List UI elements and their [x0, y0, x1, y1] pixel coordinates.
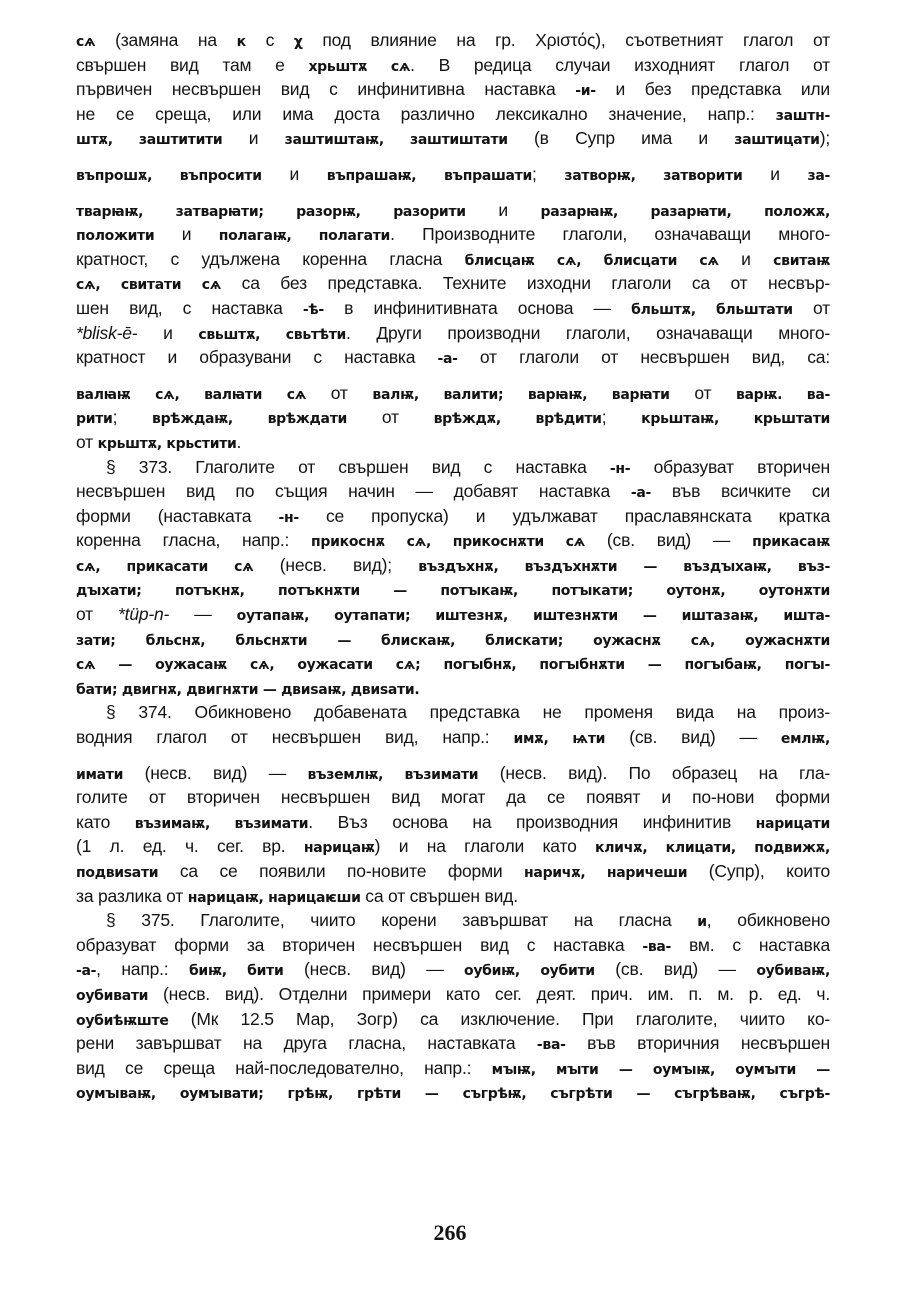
- old-slavonic-word: за-: [807, 167, 830, 184]
- text-line: [76, 1080, 830, 1105]
- text-segment: . В редица случаи изходният глагол от: [410, 54, 830, 75]
- old-slavonic-word: варѭ. ва-: [735, 386, 830, 403]
- text-segment: § 375. Глаголите, чиито корени завършват на гласна: [106, 910, 698, 931]
- text-line: [76, 933, 830, 958]
- text-segment: . Други производни глаголи, означаващи много-: [346, 322, 830, 343]
- text-segment: първичен несвършен вид с инфинитивна наставка: [76, 79, 576, 100]
- reconstructed-form: *blisk-ē-: [76, 322, 138, 343]
- text-line: [76, 271, 830, 296]
- old-slavonic-word: оубиѭ, оубити: [464, 963, 595, 980]
- text-line: [76, 77, 830, 102]
- text-segment: рени завършват на друга гласна, наставката: [76, 1033, 537, 1054]
- text-segment: (в Супр има и: [507, 128, 735, 149]
- text-line: [76, 296, 830, 321]
- text-segment: като: [76, 811, 135, 832]
- old-slavonic-word: биѭ, бити: [188, 963, 284, 980]
- text-line: [76, 102, 830, 127]
- text-segment: за разлика от: [76, 885, 188, 906]
- old-slavonic-word: валꙗѭ сѧ, валꙗти сѧ: [76, 386, 307, 403]
- text-segment: (замяна на: [95, 30, 237, 50]
- text-line: [76, 28, 830, 53]
- text-segment: ;: [532, 163, 565, 184]
- text-segment: и: [222, 128, 285, 149]
- text-line: [76, 602, 830, 627]
- text-segment: вм. с наставка: [671, 934, 830, 955]
- old-slavonic-word: штѫ, заштитити: [76, 132, 223, 149]
- text-line: [76, 577, 830, 602]
- reconstructed-form: *tüp-n-: [118, 604, 170, 625]
- text-line: [76, 126, 830, 151]
- old-slavonic-word: затворѭ, затворити: [564, 167, 743, 184]
- old-slavonic-word: оубивати: [76, 987, 149, 1004]
- old-slavonic-word: сѧ, свитати сѧ: [76, 277, 222, 294]
- text-segment: не се среща, или има доста различно лексикално значение, напр.:: [76, 103, 776, 124]
- text-line: [76, 381, 830, 406]
- text-segment: във всичките си: [651, 481, 831, 502]
- old-slavonic-word: нарицати: [755, 815, 830, 832]
- text-line: [76, 198, 830, 223]
- text-segment: § 373. Глаголите от свършен вид с наставка: [106, 456, 610, 477]
- text-segment: (несв. вид). По образец на гла-: [478, 762, 830, 783]
- old-slavonic-word: въпрашаѭ, въпрашати: [326, 167, 533, 184]
- text-segment: и: [261, 163, 327, 184]
- paragraph-start-line: [76, 700, 830, 725]
- old-slavonic-word: хрьштѫ сѧ: [308, 58, 411, 75]
- text-segment: , напр.:: [96, 959, 189, 980]
- text-segment: форми (наставката: [76, 505, 279, 526]
- old-slavonic-word: бати; двигнѫ, двигнѫти — двиѕаѭ, двиѕати.: [76, 681, 420, 698]
- text-segment: кратност, с удължена коренна гласна: [76, 248, 465, 269]
- text-segment: от: [76, 604, 119, 625]
- old-slavonic-word: свитаѭ: [773, 252, 831, 269]
- old-slavonic-word: крьштаѭ, крьштати: [641, 411, 831, 428]
- old-slavonic-word: -а-: [76, 963, 97, 980]
- text-segment: и: [465, 199, 541, 220]
- text-segment: —: [169, 604, 237, 625]
- text-segment: от: [792, 297, 830, 318]
- text-line: [76, 627, 830, 652]
- text-line: [76, 528, 830, 553]
- old-slavonic-word: оубиѣѭште: [76, 1012, 169, 1029]
- text-line: [76, 1007, 830, 1032]
- text-segment: (св. вид) —: [585, 530, 753, 551]
- text-segment: от: [76, 431, 98, 452]
- text-segment: и без представка или: [595, 79, 831, 100]
- old-slavonic-word: заштн-: [775, 107, 830, 124]
- text-line: [76, 1056, 830, 1081]
- text-line: [76, 859, 830, 884]
- old-slavonic-word: оумꙑваѭ, оумꙑвати; грѣѭ, грѣти — съгрѣѭ, съгрѣти — съгрѣваѭ, съгрѣ-: [76, 1086, 830, 1103]
- old-slavonic-word: положити: [76, 228, 155, 245]
- text-line: [76, 53, 830, 78]
- old-slavonic-word: заштицати: [734, 132, 820, 149]
- old-slavonic-word: нарицаѭ: [303, 840, 375, 857]
- text-segment: и: [718, 248, 774, 269]
- old-slavonic-word: свьштѫ, свьтѣти: [198, 326, 347, 343]
- text-line: [76, 345, 830, 370]
- paragraph-start-line: [76, 455, 830, 480]
- text-line: [76, 651, 830, 676]
- old-slavonic-word: въздъхнѫ, въздъхнѫти — въздꙑхаѭ, въз-: [418, 558, 830, 575]
- text-segment: (несв. вид). Отделни примери като сег. деят. прич. им. п. м. р. ед. ч.: [148, 983, 830, 1004]
- old-slavonic-word: к: [236, 34, 246, 50]
- old-slavonic-word: -ва-: [642, 938, 672, 955]
- old-slavonic-word: крьштѫ, крьстити: [97, 435, 237, 452]
- page-body: [76, 28, 830, 1105]
- old-slavonic-word: мꙑѭ, мꙑти — оумꙑѭ, оумꙑти —: [491, 1061, 830, 1078]
- old-slavonic-word: валѭ, валити; варꙗѭ, варꙗти: [372, 386, 670, 403]
- text-segment: голите от вторичен несвършен вид могат да се появят и по-нови форми: [76, 787, 830, 808]
- text-segment: . Производните глаголи, означаващи много-: [390, 224, 830, 245]
- text-segment: (несв. вид) —: [283, 959, 464, 980]
- text-segment: (Супр), които: [687, 861, 830, 881]
- text-segment: коренна гласна, напр.:: [76, 530, 312, 551]
- text-segment: от глаголи от несвършен вид, са:: [457, 347, 830, 368]
- old-slavonic-word: дꙑхати; потъкнѫ, потъкнѫти — потꙑкаѭ, потꙑкати; оутонѫ, оутонѫти: [76, 583, 830, 600]
- text-segment: ;: [601, 407, 642, 428]
- text-segment: . Въз основа на производния инфинитив: [308, 811, 756, 832]
- old-slavonic-word: -а-: [630, 485, 652, 502]
- text-segment: ) и на глаголи като: [374, 836, 596, 857]
- text-segment: несвършен вид по същия начин — добавят наставка: [76, 481, 631, 502]
- old-slavonic-word: подвиѕати: [76, 865, 159, 881]
- text-segment: в инфинитивната основа —: [323, 297, 632, 318]
- old-slavonic-word: -н-: [609, 460, 631, 477]
- text-segment: § 374. Обикновено добавената представка не променя вида на произ-: [106, 702, 830, 723]
- text-segment: от: [306, 382, 373, 403]
- text-segment: са се появили по-новите форми: [158, 861, 525, 881]
- page-number: 266: [433, 1220, 467, 1245]
- old-slavonic-word: -ѣ-: [302, 301, 324, 318]
- old-slavonic-word: рити: [76, 411, 113, 428]
- old-slavonic-word: и: [697, 914, 707, 931]
- text-segment: (св. вид) —: [605, 727, 781, 748]
- text-segment: и: [154, 224, 219, 245]
- old-slavonic-word: -и-: [575, 83, 596, 100]
- old-slavonic-word: тварꙗѭ, затварꙗти; разорѭ, разорити: [76, 203, 466, 220]
- old-slavonic-word: заштиштаѭ, заштиштати: [284, 132, 508, 149]
- text-segment: от: [347, 407, 434, 428]
- old-slavonic-word: -н-: [278, 509, 299, 526]
- text-line: [76, 504, 830, 529]
- text-line: [76, 553, 830, 578]
- text-segment: и: [742, 163, 808, 184]
- old-slavonic-word: врѣждаѭ, врѣждати: [152, 411, 348, 428]
- old-slavonic-word: имати: [76, 766, 124, 783]
- old-slavonic-word: бльштѫ, бльштати: [631, 301, 793, 318]
- text-segment: (св. вид) —: [594, 959, 757, 980]
- text-segment: във вторичния несвършен: [565, 1033, 830, 1054]
- text-segment: и: [137, 322, 199, 343]
- old-slavonic-word: блисцаѭ сѧ, блисцати сѧ: [464, 252, 719, 269]
- text-line: [76, 761, 830, 786]
- text-segment: се пропуска) и удължават праславянската кратка: [298, 505, 831, 526]
- old-slavonic-word: оутапаѭ, оутапати; иштезнѫ, иштезнѫти — иштазаѭ, ишта-: [236, 608, 830, 625]
- text-segment: образуват форми за вторичен несвършен вид с наставка: [76, 934, 643, 955]
- text-segment: водния глагол от несвършен вид, напр.:: [76, 727, 514, 748]
- old-slavonic-word: прикоснѫ сѧ, прикоснѫти сѧ: [311, 534, 586, 551]
- old-slavonic-word: наричѫ, наричеши: [524, 865, 688, 881]
- old-slavonic-word: сѧ — оужасаѭ сѧ, оужасати сѧ; погꙑбнѫ, погꙑбнѫти — погꙑбаѭ, погꙑ-: [76, 657, 830, 674]
- text-segment: свършен вид там е: [76, 54, 309, 75]
- old-slavonic-word: въземлѭ, възимати: [307, 766, 479, 783]
- text-segment: (1 л. ед. ч. сег. вр.: [76, 836, 304, 857]
- text-segment: от: [669, 382, 736, 403]
- text-line: [76, 222, 830, 247]
- old-slavonic-word: сѧ: [76, 34, 96, 50]
- text-line: [76, 676, 830, 701]
- old-slavonic-word: врѣждѫ, врѣдити: [433, 411, 602, 428]
- text-segment: са без представка. Техните изходни глаголи са от несвър-: [221, 273, 831, 294]
- text-segment: с: [245, 30, 294, 50]
- text-line: [76, 834, 830, 859]
- text-line: [76, 725, 830, 750]
- old-slavonic-word: въпрошѫ, въпросити: [76, 167, 262, 184]
- text-segment: под влияние на гр. Χριστός), съответният глагол от: [302, 30, 830, 50]
- old-slavonic-word: емлѭ,: [780, 731, 830, 748]
- text-line: [76, 1031, 830, 1056]
- text-line: [76, 982, 830, 1007]
- text-segment: са от свършен вид.: [360, 885, 518, 906]
- text-segment: шен вид, с наставка: [76, 297, 303, 318]
- text-segment: ;: [112, 407, 153, 428]
- old-slavonic-word: разарꙗѭ, разарꙗти, положѫ,: [540, 203, 830, 220]
- old-slavonic-word: сѧ, прикасати сѧ: [76, 558, 254, 575]
- text-segment: вид се среща най-последователно, напр.:: [76, 1057, 492, 1078]
- text-line: [76, 162, 830, 187]
- text-line: [76, 430, 830, 455]
- text-segment: образуват вторичен: [630, 456, 830, 477]
- text-line: [76, 247, 830, 272]
- old-slavonic-word: прикасаѭ: [752, 534, 830, 551]
- text-segment: );: [819, 128, 830, 149]
- old-slavonic-word: -ва-: [536, 1037, 566, 1054]
- old-slavonic-word: -а-: [437, 351, 458, 368]
- old-slavonic-word: зати; бльснѫ, бльснѫти — блискаѭ, блискати; оужаснѫ сѧ, оужаснѫти: [76, 632, 830, 649]
- old-slavonic-word: възимаѭ, възимати: [134, 815, 309, 832]
- old-slavonic-word: оубиваѭ,: [756, 963, 830, 980]
- text-segment: (Мк 12.5 Мар, Зогр) са изключение. При глаголите, чиито ко-: [168, 1008, 830, 1029]
- text-segment: .: [236, 431, 242, 452]
- text-segment: , обикновено: [706, 910, 831, 931]
- old-slavonic-word: нарицаѭ, нарицаѥши: [187, 889, 361, 906]
- old-slavonic-word: полагаѭ, полагати: [218, 228, 391, 245]
- text-line: [76, 810, 830, 835]
- text-line: [76, 479, 830, 504]
- text-line: [76, 405, 830, 430]
- text-line: [76, 785, 830, 810]
- old-slavonic-word: кличѫ, клицати, подвижѫ,: [595, 840, 830, 857]
- old-slavonic-word: χ: [293, 34, 303, 50]
- text-line: [76, 321, 830, 346]
- text-line: [76, 884, 830, 909]
- old-slavonic-word: имѫ, ѩти: [513, 731, 606, 748]
- text-line: [76, 957, 830, 982]
- paragraph-start-line: [76, 908, 830, 933]
- text-segment: (несв. вид) —: [123, 762, 308, 783]
- text-segment: кратност и образувани с наставка: [76, 347, 438, 368]
- text-segment: (несв. вид);: [253, 554, 419, 575]
